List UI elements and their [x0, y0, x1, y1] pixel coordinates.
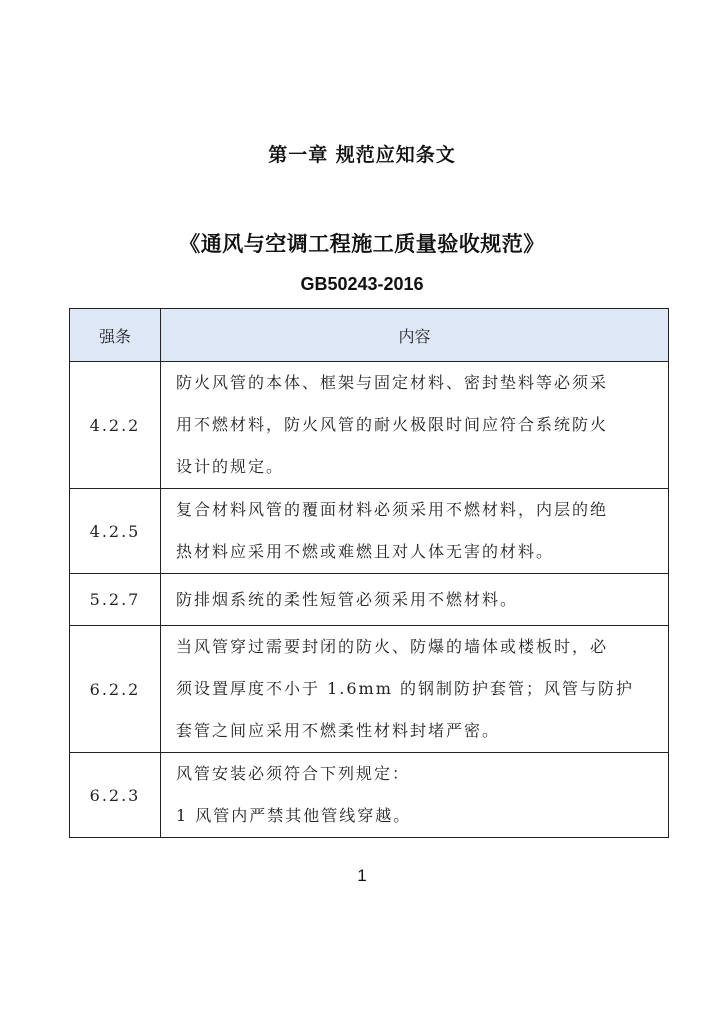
content-line: 设计的规定。	[176, 457, 285, 476]
clause-number: 4.2.5	[70, 489, 161, 574]
table-header-row	[70, 309, 669, 362]
document-title: 《通风与空调工程施工质量验收规范》	[179, 232, 545, 256]
table-row	[70, 489, 669, 574]
content-line: 风管安装必须符合下列规定：	[176, 764, 411, 783]
table-row	[70, 574, 669, 626]
clause-number: 6.2.2	[70, 626, 161, 753]
clause-content	[161, 362, 669, 489]
clause-content	[161, 489, 669, 574]
content-line: 1 风管内严禁其他管线穿越。	[176, 806, 412, 825]
content-line: 套管之间应采用不燃柔性材料封堵严密。	[176, 721, 501, 740]
table-row	[70, 753, 669, 838]
clause-number: 4.2.2	[70, 362, 161, 489]
clause-number: 6.2.3	[70, 753, 161, 838]
clause-number: 5.2.7	[70, 574, 161, 626]
clause-content	[161, 626, 669, 753]
content-line: 防火风管的本体、框架与固定材料、密封垫料等必须采	[176, 373, 609, 392]
chapter-title: 第一章 规范应知条文	[268, 144, 456, 166]
content-line: 复合材料风管的覆面材料必须采用不燃材料，内层的绝	[176, 500, 609, 519]
clause-content	[161, 574, 669, 626]
column-header-clause: 强条	[70, 309, 161, 362]
column-header-content: 内容	[161, 309, 669, 362]
table-row	[70, 626, 669, 753]
mandatory-clauses-table	[69, 308, 669, 838]
clause-content	[161, 753, 669, 838]
content-line: 须设置厚度不小于 1.6mm 的钢制防护套管；风管与防护	[176, 679, 634, 698]
content-line: 热材料应采用不燃或难燃且对人体无害的材料。	[176, 542, 555, 561]
standard-code: GB50243-2016	[300, 274, 424, 294]
content-line: 防排烟系统的柔性短管必须采用不燃材料。	[176, 589, 519, 609]
table-row	[70, 362, 669, 489]
page-number: 1	[357, 866, 367, 885]
content-line: 用不燃材料，防火风管的耐火极限时间应符合系统防火	[176, 415, 609, 434]
content-line: 当风管穿过需要封闭的防火、防爆的墙体或楼板时，必	[176, 637, 609, 656]
